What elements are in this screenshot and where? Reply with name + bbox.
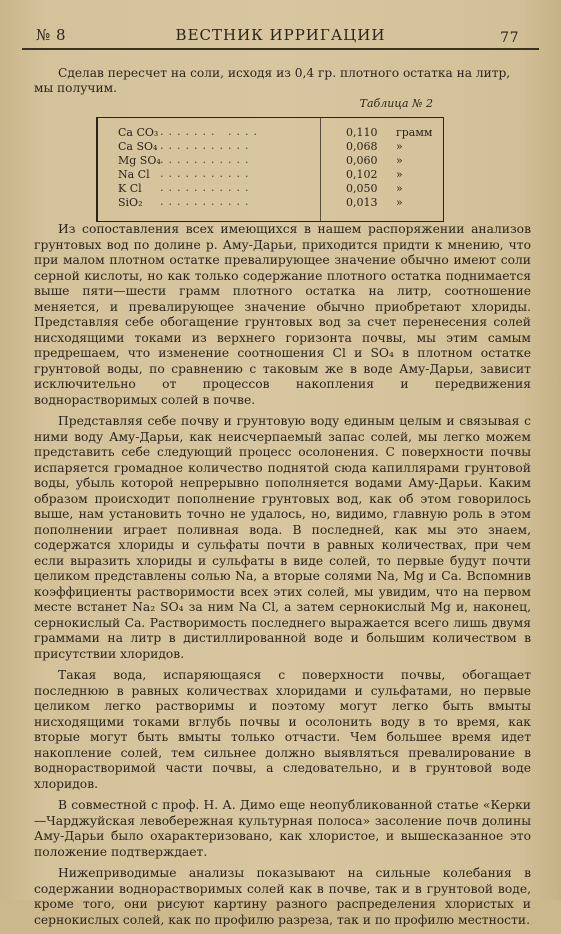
leader-dots: ........... [160,181,254,194]
table-row [96,168,444,181]
value-cell: 0,050 [346,182,378,195]
intro-text: Сделав пересчет на соли, исходя из 0,4 гр. плотного остатка на литр, мы получим. [34,66,511,95]
paragraph: Из сопоставления всех имеющихся в нашем распоряжении анализов грунтовых вод по долине р. Аму-Дарьи, приходится придти к мнению, что при малом плотном остатке превалирующее значение обычно имеют соли серной кислоты, но как только содержание плотного остатка поднимается выше пяти—шести грамм плотного остатка на литр, соотношение меняется, и превалирующее значение обычно приобретают хлориды. Представляя себе обогащение грунтовых вод за счет перенесения солей нисходящими токами из верхнего горизонта почвы, мы этим самым предрешаем, что изменение соотношения Cl и SO₄ в плотном остатке грунтовой воды, по сравнению с таковым же в воде Аму-Дарьи, зависит исключительно от процессов накопления и передвижения воднорастворимых солей в почве. [34,222,531,407]
paragraph: Нижеприводимые анализы показывают на сильные колебания в содержании воднорастворимых солей как в почве, так и в грунтовой воде, кроме того, они рисуют картину разного распределения хлористых и сернокислых солей, как по профилю разреза, так и по профилю местности. [34,866,531,927]
unit-cell: » [396,182,403,195]
unit-cell: грамм [396,126,433,139]
value-cell: 0,102 [346,168,378,181]
page-header [22,22,539,50]
page-number: 77 [500,30,519,46]
substance-label: K Cl [118,182,142,195]
unit-cell: » [396,140,403,153]
leader-dots: ........... [160,195,254,208]
article-body [34,222,531,934]
value-cell: 0,068 [346,140,378,153]
leader-dots: ........... [160,153,254,166]
leader-dots: ........... [160,167,254,180]
paragraph: Такая вода, испаряющаяся с поверхности почвы, обогащает последнюю в равных количествах хлоридами и сульфатами, но первые целиком легко растворимы и поэтому могут легко быть вмыты нисходящими токами вглубь почвы и осолонить воду в то время, как вторые могут быть вмыты только отчасти. Чем большее время идет накопление солей, тем сильнее должно выявляться превалирование в воднорастворимой части почвы, а следовательно, и в грунтовой воде хлоридов. [34,668,531,791]
table-caption: Таблица № 2 [359,97,433,110]
unit-cell: » [396,168,403,181]
value-cell: 0,013 [346,196,378,209]
substance-label: Mg SO₄ [118,154,161,167]
leader-dots: ....... .... [160,125,262,138]
unit-cell: » [396,196,403,209]
journal-title: ВЕСТНИК ИРРИГАЦИИ [175,26,386,44]
substance-label: Na Cl [118,168,150,181]
substance-label: Ca CO₃ [118,126,159,139]
unit-cell: » [396,154,403,167]
paragraph: В совместной с проф. Н. А. Димо еще неопубликованной статье «Керки—Чарджуйская левобережная культурная полоса» засоление почв долины Аму-Дарьи было охарактеризовано, как хлористое, и вышесказанное это положение подтверждает. [34,798,531,859]
table-row [96,182,444,195]
value-cell: 0,060 [346,154,378,167]
table-row [96,196,444,209]
table-row [96,126,444,139]
table-row [96,140,444,153]
table-row [96,154,444,167]
leader-dots: ........... [160,139,254,152]
substance-label: Ca SO₄ [118,140,158,153]
paragraph: Представляя себе почву и грунтовую воду единым целым и связывая с ними воду Аму-Дарьи, как неисчерпаемый запас солей, мы легко можем представить себе следующий процесс осолонения. С поверхности почвы испаряется громадное количество поднятой сюда капиллярами грунтовой воды, убыль которой непрерывно пополняется водами Аму-Дарьи. Каким образом происходит пополнение грунтовых вод, как об этом говорилось выше, нам установить точно не удалось, но, видимо, главную роль в этом пополнении играет поливная вода. В последней, как мы это знаем, содержатся хлориды и сульфаты почти в равных количествах, при чем если выразить хлориды и сульфаты в виде солей, то первые будут почти целиком представлены солью Na, а вторые солями Na, Mg и Ca. Вспомнив коэффициенты растворимости всех этих солей, мы увидим, что на первом месте встанет Na₂ SO₄ за ним Na Cl, а затем сернокислый Mg и, наконец, сернокислый Ca. Растворимость последнего выражается всего лишь двумя граммами на литр в дистиллированной воде и большим количеством в присутствии хлоридов. [34,414,531,661]
substance-label: SiO₂ [118,196,143,209]
salts-table [96,117,444,222]
issue-number: № 8 [36,26,67,44]
value-cell: 0,110 [346,126,378,139]
